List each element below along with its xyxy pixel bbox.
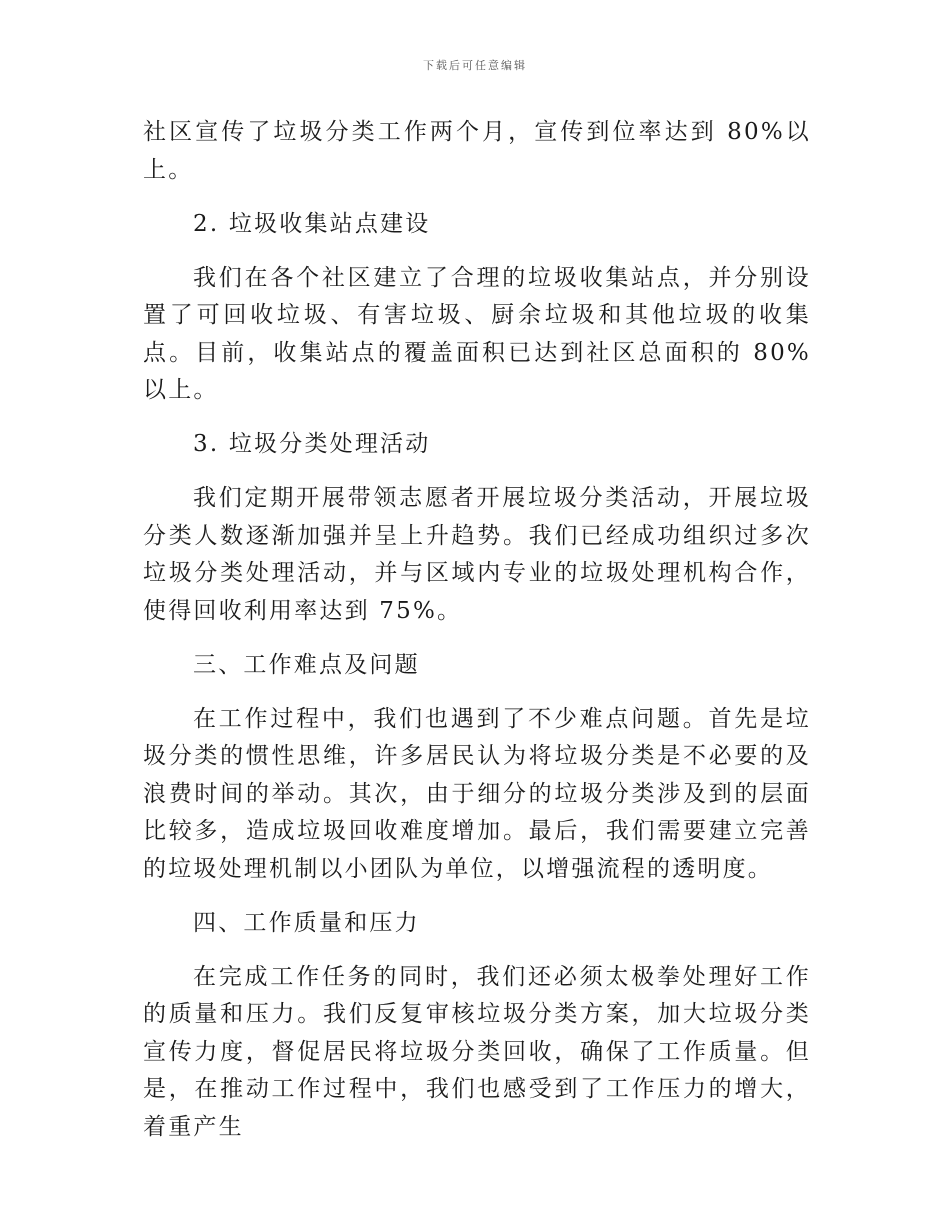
section-heading-difficulties: 三、工作难点及问题 — [193, 651, 420, 678]
paragraph-difficulties: 在工作过程中，我们也遇到了不少难点问题。首先是垃圾分类的惯性思维，许多居民认为将垃圾分类是不必要的及浪费时间的举动。其次，由于细分的垃圾分类涉及到的层面比较多，造成垃圾回收难度增加。最后，我们需要建立完善的垃圾处理机制以小团队为单位，以增强流程的透明度。 — [143, 705, 811, 882]
paragraph-continuation: 社区宣传了垃圾分类工作两个月，宣传到位率达到 80%以上。 — [143, 119, 811, 183]
section-heading-collection-sites: 2. 垃圾收集站点建设 — [193, 210, 431, 237]
section-heading-quality-pressure: 四、工作质量和压力 — [193, 909, 420, 936]
page-header: 下载后可任意编辑 — [423, 59, 527, 72]
paragraph-quality-pressure: 在完成工作任务的同时，我们还必须太极拳处理好工作的质量和压力。我们反复审核垃圾分类方案，加大垃圾分类宣传力度，督促居民将垃圾分类回收，确保了工作质量。但是，在推动工作过程中，我们也感受到了工作压力的增大，着重产生 — [143, 963, 811, 1140]
paragraph-collection-sites: 我们在各个社区建立了合理的垃圾收集站点，并分别设置了可回收垃圾、有害垃圾、厨余垃圾和其他垃圾的收集点。目前，收集站点的覆盖面积已达到社区总面积的 80%以上。 — [143, 264, 811, 403]
paragraph-sorting-activities: 我们定期开展带领志愿者开展垃圾分类活动，开展垃圾分类人数逐渐加强并呈上升趋势。我们已经成功组织过多次垃圾分类处理活动，并与区域内专业的垃圾处理机构合作，使得回收利用率达到 75%。 — [143, 485, 811, 624]
section-heading-sorting-activities: 3. 垃圾分类处理活动 — [193, 431, 431, 457]
document-body — [143, 114, 811, 1163]
